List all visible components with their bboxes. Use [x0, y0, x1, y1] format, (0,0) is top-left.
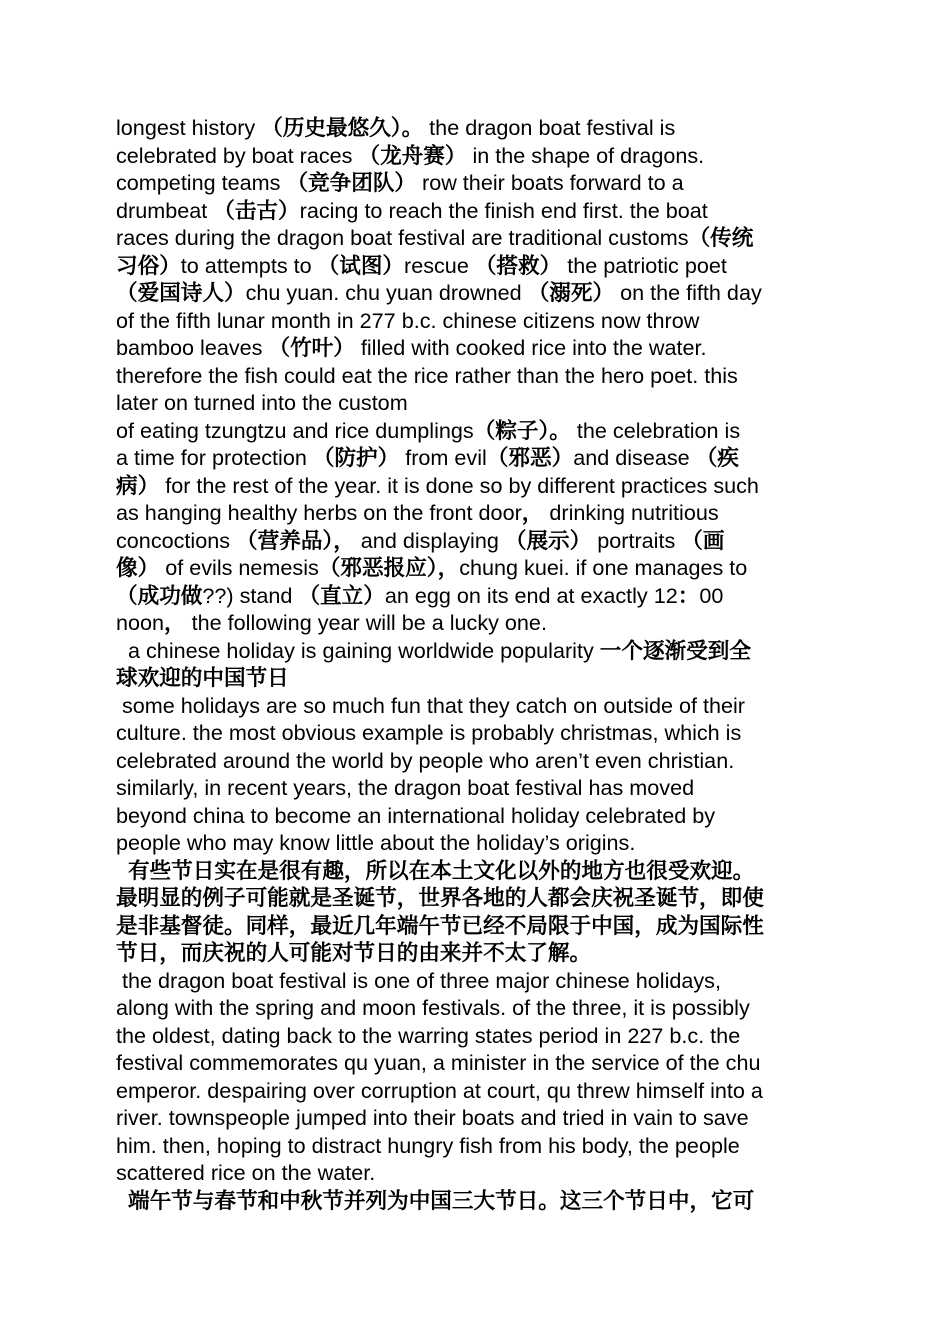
text-segment: a chinese holiday is gaining worldwide popularity — [116, 637, 600, 663]
text-segment: therefore the fish could eat the rice rather than the hero poet. this — [116, 362, 738, 388]
text-segment: and disease — [573, 445, 696, 470]
text-segment: celebrated around the world by people who aren’t even christian. — [116, 747, 735, 773]
text-segment: of eating tzungtzu and rice dumplings — [116, 417, 474, 443]
text-segment: some holidays are so much fun that they catch on outside of their — [116, 692, 745, 718]
bold-text-segment: ： — [677, 582, 700, 608]
text-segment: the dragon boat festival is — [423, 115, 676, 140]
text-segment: portraits — [591, 527, 682, 553]
bold-text-segment: （邪恶） — [486, 445, 574, 470]
bold-text-segment: （直立） — [298, 582, 385, 608]
bold-text-segment: 是非基督徒。同样，最近几年端午节已经不局限于中国，成为国际性 — [116, 912, 764, 938]
text-segment: bamboo leaves — [116, 335, 269, 360]
text-segment: ??) stand — [202, 582, 299, 608]
text-line — [116, 884, 841, 912]
text-segment: and displaying — [354, 527, 505, 553]
bold-text-segment: （粽子）。 — [473, 417, 571, 443]
text-segment: chung kuei. if one manages to — [459, 555, 748, 580]
bold-text-segment: （画 — [681, 527, 725, 553]
text-line — [116, 912, 841, 940]
text-segment: him. then, hoping to distract hungry fish from his body, the people — [116, 1132, 740, 1158]
text-segment: the following year will be a lucky one. — [185, 610, 547, 635]
text-line — [116, 774, 841, 802]
bold-text-segment: 有些节日实在是很有趣，所以在本土文化以外的地方也很受欢迎。 — [116, 857, 755, 883]
bold-text-segment: ， — [521, 500, 544, 525]
bold-text-segment: 端午节与春节和中秋节并列为中国三大节日。这三个节日中，它可 — [116, 1187, 755, 1213]
text-segment: culture. the most obvious example is probably christmas, which is — [116, 720, 742, 745]
bold-text-segment: （营养品）， — [236, 527, 355, 553]
text-segment: emperor. despairing over corruption at court, qu threw himself into a — [116, 1077, 763, 1103]
bold-text-segment: 习俗） — [116, 252, 181, 278]
bold-text-segment: （邪恶报应）， — [318, 555, 460, 580]
bold-text-segment: 节日，而庆祝的人可能对节日的由来并不太了解。 — [116, 940, 592, 965]
bold-text-segment: 病） — [116, 472, 160, 498]
text-line — [116, 362, 841, 390]
text-line — [116, 279, 841, 307]
text-line — [116, 637, 841, 665]
text-segment: in the shape of dragons. — [466, 142, 705, 168]
text-line — [116, 1022, 841, 1050]
bold-text-segment: ， — [164, 610, 186, 635]
text-segment: races during the dragon boat festival are traditional customs — [116, 225, 689, 250]
bold-text-segment: （竹叶） — [268, 335, 355, 360]
text-segment: from evil — [399, 445, 487, 470]
bold-text-segment: 最明显的例子可能就是圣诞节，世界各地的人都会庆祝圣诞节，即使 — [116, 885, 764, 910]
text-segment: row their boats forward to a — [416, 170, 684, 195]
text-segment: rescue — [404, 252, 475, 278]
text-line — [116, 582, 841, 610]
text-segment: of evils nemesis — [159, 555, 319, 580]
text-segment: an egg on its end at exactly 12 — [384, 582, 678, 608]
bold-text-segment: （竞争团队） — [286, 170, 417, 195]
text-segment: racing to reach the finish end first. the boat — [299, 197, 708, 223]
text-segment: to attempts to — [180, 252, 318, 278]
text-line — [116, 444, 841, 472]
bold-text-segment: （成功做 — [116, 582, 203, 608]
text-line — [116, 1104, 841, 1132]
text-line — [116, 169, 841, 197]
bold-text-segment: （疾 — [695, 445, 739, 470]
text-line — [116, 1077, 841, 1105]
text-segment: the celebration is — [570, 417, 741, 443]
text-segment: 00 — [699, 582, 724, 608]
text-line — [116, 1049, 841, 1077]
text-line — [116, 829, 841, 857]
bold-text-segment: （展示） — [504, 527, 592, 553]
text-segment: celebrated by boat races — [116, 142, 359, 168]
text-segment: concoctions — [116, 527, 237, 553]
text-segment: drumbeat — [116, 197, 214, 223]
bold-text-segment: （防护） — [312, 445, 400, 470]
text-line — [116, 499, 841, 527]
text-line — [116, 857, 841, 885]
text-segment: drinking nutritious — [543, 500, 719, 525]
text-segment: along with the spring and moon festivals. of the three, it is possibly — [116, 995, 750, 1020]
text-line — [116, 664, 841, 692]
bold-text-segment: （传统 — [688, 225, 754, 250]
text-line — [116, 554, 841, 582]
text-segment: the patriotic poet — [561, 252, 727, 278]
text-line — [116, 692, 841, 720]
text-line — [116, 994, 841, 1022]
text-line — [116, 417, 841, 445]
text-segment: on the fifth day — [614, 280, 762, 305]
text-segment: the dragon boat festival is one of three major chinese holidays, — [116, 967, 721, 993]
text-segment: filled with cooked rice into the water. — [354, 335, 707, 360]
text-line — [116, 114, 841, 142]
bold-text-segment: （龙舟赛） — [358, 142, 467, 168]
text-segment: chu yuan. chu yuan drowned — [245, 280, 528, 305]
bold-text-segment: （爱国诗人） — [116, 280, 246, 305]
text-line — [116, 1159, 841, 1187]
text-line — [116, 939, 841, 967]
text-line — [116, 142, 841, 170]
text-line — [116, 472, 841, 500]
text-segment: of the fifth lunar month in 277 b.c. chinese citizens now throw — [116, 307, 700, 333]
text-segment: people who may know little about the holiday’s origins. — [116, 830, 636, 855]
text-line — [116, 1132, 841, 1160]
text-line — [116, 389, 841, 417]
bold-text-segment: 球欢迎的中国节日 — [116, 665, 289, 690]
bold-text-segment: （击古） — [213, 197, 300, 223]
text-line — [116, 307, 841, 335]
text-segment: scattered rice on the water. — [116, 1160, 376, 1185]
text-segment: for the rest of the year. it is done so by different practices such — [159, 472, 759, 498]
text-segment: similarly, in recent years, the dragon boat festival has moved — [116, 775, 695, 800]
text-segment: festival commemorates qu yuan, a minister in the service of the chu — [116, 1050, 761, 1075]
text-line — [116, 252, 841, 280]
text-line — [116, 802, 841, 830]
text-segment: later on turned into the custom — [116, 390, 408, 415]
bold-text-segment: 一个逐渐受到全 — [599, 637, 751, 663]
text-segment: beyond china to become an international holiday celebrated by — [116, 802, 716, 828]
document-body — [116, 114, 841, 1214]
bold-text-segment: （试图） — [317, 252, 405, 278]
text-segment: noon — [116, 610, 165, 635]
text-segment: longest history — [116, 115, 262, 140]
bold-text-segment: 像） — [116, 555, 160, 580]
text-segment: as hanging healthy herbs on the front door — [116, 500, 522, 525]
text-segment: a time for protection — [116, 445, 313, 470]
text-line — [116, 1187, 841, 1215]
text-line — [116, 747, 841, 775]
text-line — [116, 197, 841, 225]
text-line — [116, 609, 841, 637]
text-segment: river. townspeople jumped into their boats and tried in vain to save — [116, 1105, 749, 1130]
text-line — [116, 224, 841, 252]
text-line — [116, 719, 841, 747]
text-line — [116, 334, 841, 362]
text-segment: competing teams — [116, 170, 287, 195]
text-segment: the oldest, dating back to the warring states period in 227 b.c. the — [116, 1022, 741, 1048]
bold-text-segment: （历史最悠久）。 — [261, 115, 424, 140]
bold-text-segment: （搭救） — [474, 252, 562, 278]
text-line — [116, 527, 841, 555]
text-line — [116, 967, 841, 995]
bold-text-segment: （溺死） — [527, 280, 615, 305]
